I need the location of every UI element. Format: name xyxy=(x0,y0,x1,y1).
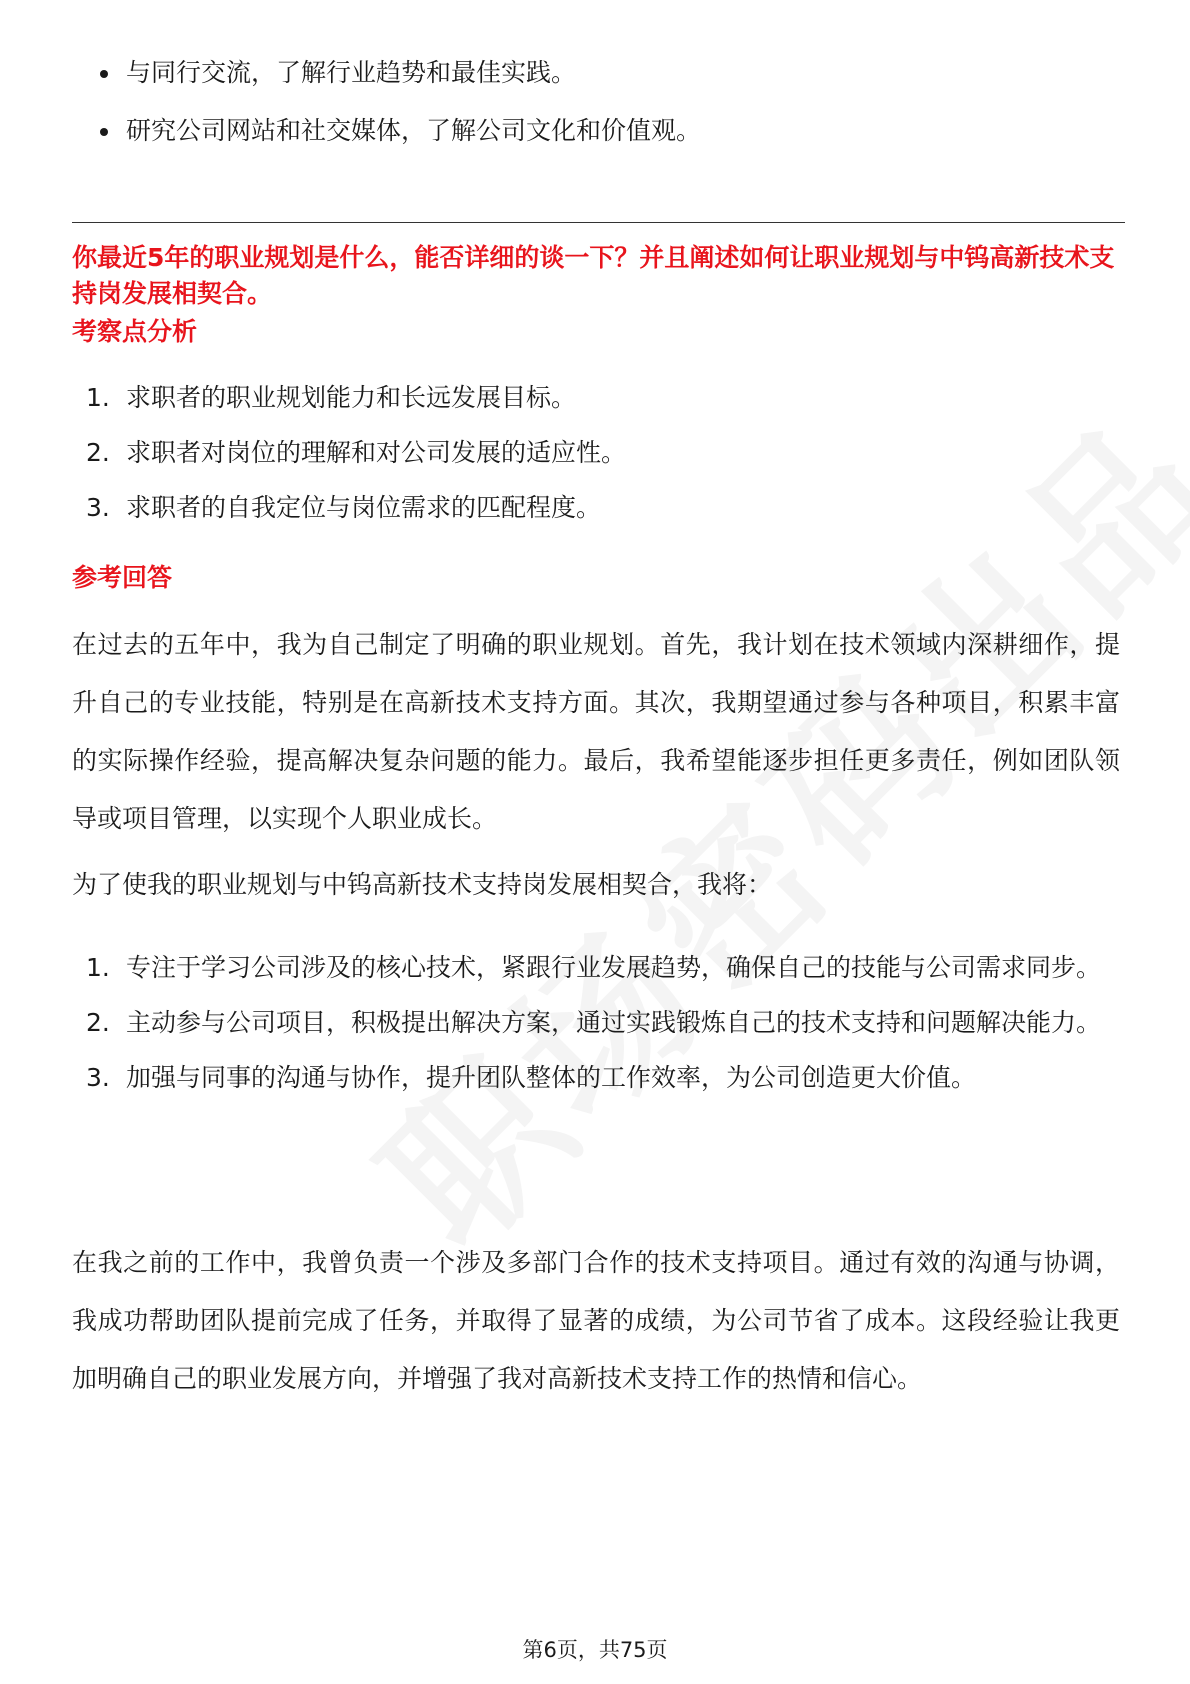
list-item-number: 2. xyxy=(86,438,110,467)
list-item xyxy=(72,480,1122,535)
list-item-text: 专注于学习公司涉及的核心技术，紧跟行业发展趋势，确保自己的技能与公司需求同步。 xyxy=(126,953,1102,982)
list-item-text: 与同行交流，了解行业趋势和最佳实践。 xyxy=(126,58,577,87)
list-item-number: 2. xyxy=(86,1008,110,1037)
list-item xyxy=(72,940,1122,995)
analysis-list xyxy=(72,370,1122,535)
list-item-text: 求职者的职业规划能力和长远发展目标。 xyxy=(126,383,577,412)
answer-paragraph-1: 在过去的五年中，我为自己制定了明确的职业规划。首先，我计划在技术领域内深耕细作，提升自己的专业技能，特别是在高新技术支持方面。其次，我期望通过参与各种项目，积累丰富的实际操作经验，提高解决复杂问题的能力。最后，我希望能逐步担任更多责任，例如团队领导或项目管理，以实现个人职业成长。 xyxy=(72,630,1120,833)
bullet-dot-icon xyxy=(100,128,108,136)
section-divider xyxy=(72,222,1125,223)
answer-title: 参考回答 xyxy=(72,563,173,592)
list-item xyxy=(72,56,1112,90)
answer-paragraph-2: 为了使我的职业规划与中钨高新技术支持岗发展相契合，我将： xyxy=(72,870,773,899)
list-item-text: 主动参与公司项目，积极提出解决方案，通过实践锻炼自己的技术支持和问题解决能力。 xyxy=(126,1008,1102,1037)
list-item xyxy=(72,425,1122,480)
bullet-dot-icon xyxy=(100,70,108,78)
list-item-number: 1. xyxy=(86,953,110,982)
top-bullet-list xyxy=(72,56,1112,172)
list-item-text: 求职者对岗位的理解和对公司发展的适应性。 xyxy=(126,438,627,467)
list-item xyxy=(72,1050,1122,1105)
answer-paragraph-3: 在我之前的工作中，我曾负责一个涉及多部门合作的技术支持项目。通过有效的沟通与协调，我成功帮助团队提前完成了任务，并取得了显著的成绩，为公司节省了成本。这段经验让我更加明确自己的职业发展方向，并增强了我对高新技术支持工作的热情和信心。 xyxy=(72,1248,1120,1393)
list-item-number: 3. xyxy=(86,1063,110,1092)
list-item xyxy=(72,114,1112,148)
list-item-number: 3. xyxy=(86,493,110,522)
page-number-footer: 第6页，共75页 xyxy=(522,1638,668,1662)
question-heading: 你最近5年的职业规划是什么，能否详细的谈一下？并且阐述如何让职业规划与中钨高新技术支持岗发展相契合。 xyxy=(72,243,1115,308)
answer-list xyxy=(72,940,1122,1105)
list-item-text: 加强与同事的沟通与协作，提升团队整体的工作效率，为公司创造更大价值。 xyxy=(126,1063,977,1092)
list-item-text: 研究公司网站和社交媒体，了解公司文化和价值观。 xyxy=(126,116,702,145)
list-item xyxy=(72,370,1122,425)
analysis-title: 考察点分析 xyxy=(72,317,198,346)
list-item xyxy=(72,995,1122,1050)
list-item-number: 1. xyxy=(86,383,110,412)
list-item-text: 求职者的自我定位与岗位需求的匹配程度。 xyxy=(126,493,602,522)
